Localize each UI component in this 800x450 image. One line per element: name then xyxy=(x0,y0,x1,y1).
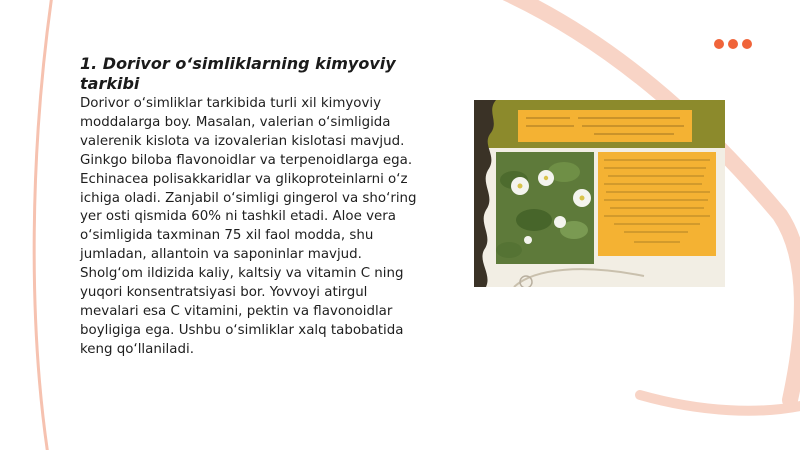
menu-dots-icon xyxy=(714,39,752,49)
dot xyxy=(714,39,724,49)
dot xyxy=(742,39,752,49)
decorative-arc-left xyxy=(34,0,52,450)
plant-card-illustration xyxy=(474,100,725,287)
slide-title: 1. Dorivor o‘simliklarning kimyoviy tarkibi xyxy=(80,54,396,93)
dot xyxy=(728,39,738,49)
slide-body-text: Dorivor o‘simliklar tarkibida turli xil kimyoviy moddalarga boy. Masalan, valerian o‘simligida valerenik kislota va izovalerian kislotasi mavjud. Ginkgo biloba flavonoidlar va terpenoidlarga ega. Echinacea polisakkaridlar va glikoproteinlarni o‘z ichiga oladi. Zanjabil o‘simligi gingerol va sho‘ring yer osti qismida 60% ni tashkil etadi. Aloe vera o‘simligida taxminan 75 xil faol modda, shu jumladan, allantoin va saponinlar mavjud. Sholg‘om ildizida kaliy, kaltsiy va vitamin C ning yuqori konsentratsiyasi bor. Yovvoyi atirgul mevalari esa C vitamini, pektin va flavonoidlar boyligiga ega. Ushbu o‘simliklar xalq tabobatida keng qo‘llaniladi. xyxy=(80,96,417,357)
herbal-plant-image xyxy=(474,100,725,287)
decorative-arc-bottom xyxy=(640,395,800,411)
